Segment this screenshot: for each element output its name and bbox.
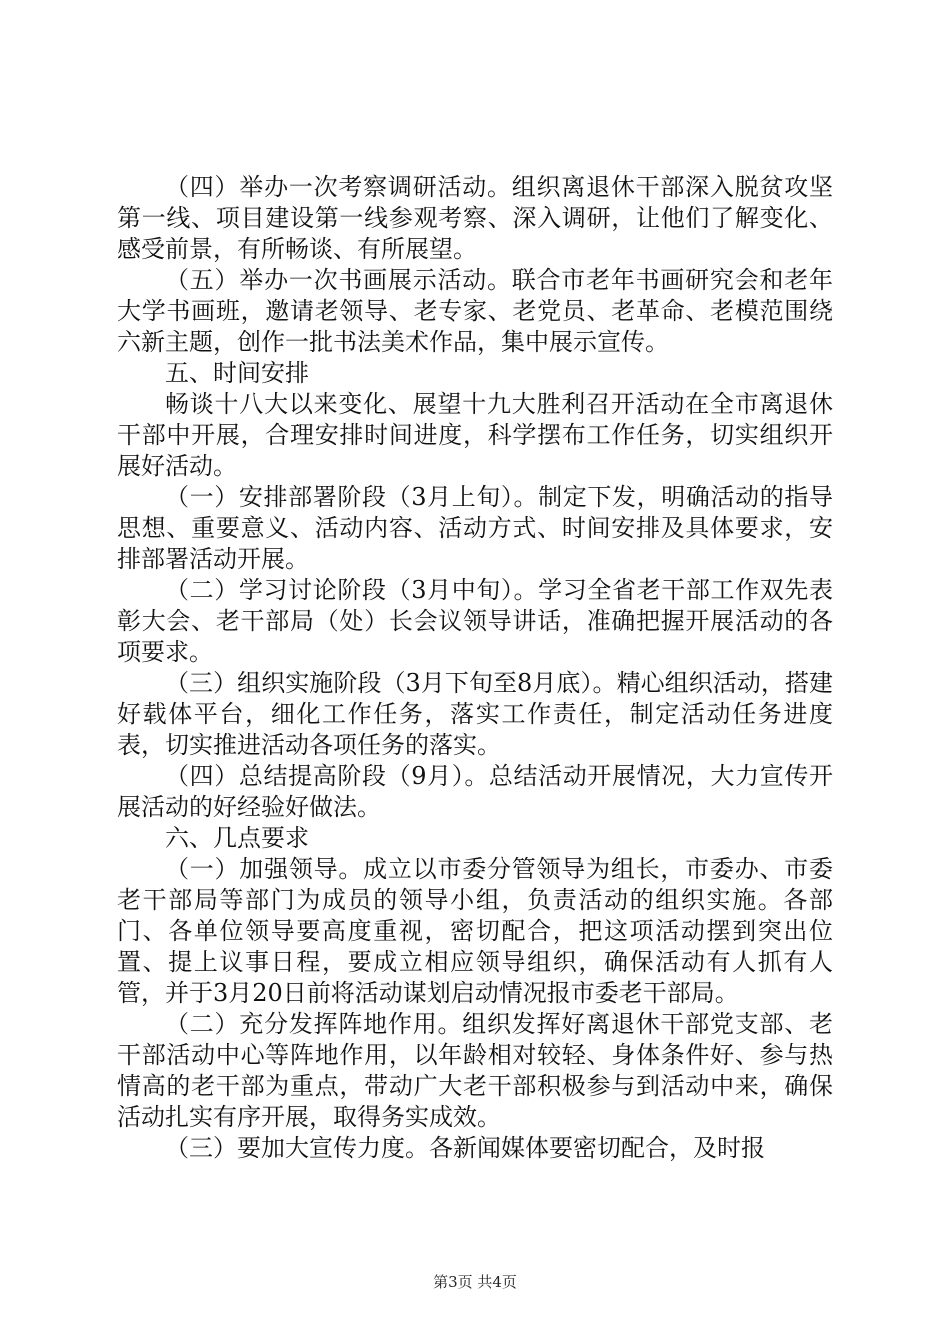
paragraph-activity-5: （五）举办一次书画展示活动。联合市老年书画研究会和老年大学书画班，邀请老领导、老专家、老党员、老革命、老模范围绕六新主题，创作一批书法美术作品，集中展示宣传。 [117,266,833,356]
paragraph-stage-1: （一）安排部署阶段（3月上旬）。制定下发，明确活动的指导思想、重要意义、活动内容、活动方式、时间安排及具体要求，安排部署活动开展。 [117,483,833,573]
paragraph-activity-4: （四）举办一次考察调研活动。组织离退休干部深入脱贫攻坚第一线、项目建设第一线参观考察、深入调研，让他们了解变化、感受前景，有所畅谈、有所展望。 [117,173,833,263]
paragraph-requirement-2: （二）充分发挥阵地作用。组织发挥好离退休干部党支部、老干部活动中心等阵地作用，以年龄相对较轻、身体条件好、参与热情高的老干部为重点，带动广大老干部积极参与到活动中来，确保活动扎实有序开展，取得务实成效。 [117,1010,833,1131]
paragraph-requirement-3: （三）要加大宣传力度。各新闻媒体要密切配合，及时报 [165,1134,765,1162]
paragraph-requirement-1: （一）加强领导。成立以市委分管领导为组长，市委办、市委老干部局等部门为成员的领导小组，负责活动的组织实施。各部门、各单位领导要高度重视，密切配合，把这项活动摆到突出位置、提上议事日程，要成立相应领导组织，确保活动有人抓有人管，并于3月20日前将活动谋划启动情况报市委老干部局。 [117,855,833,1007]
paragraph-stage-2: （二）学习讨论阶段（3月中旬）。学习全省老干部工作双先表彰大会、老干部局（处）长会议领导讲话，准确把握开展活动的各项要求。 [117,576,833,666]
section-heading-schedule: 五、时间安排 [165,359,309,387]
paragraph-stage-4: （四）总结提高阶段（9月）。总结活动开展情况，大力宣传开展活动的好经验好做法。 [117,762,833,821]
paragraph-stage-3: （三）组织实施阶段（3月下旬至8月底）。精心组织活动，搭建好载体平台，细化工作任务，落实工作责任，制定活动任务进度表，切实推进活动各项任务的落实。 [117,669,833,759]
section-heading-requirements: 六、几点要求 [165,824,309,852]
page-number-footer: 第3页 共4页 [433,1273,517,1291]
document-body [117,172,833,1164]
paragraph-schedule-intro: 畅谈十八大以来变化、展望十九大胜利召开活动在全市离退休干部中开展，合理安排时间进度，科学摆布工作任务，切实组织开展好活动。 [117,390,833,480]
